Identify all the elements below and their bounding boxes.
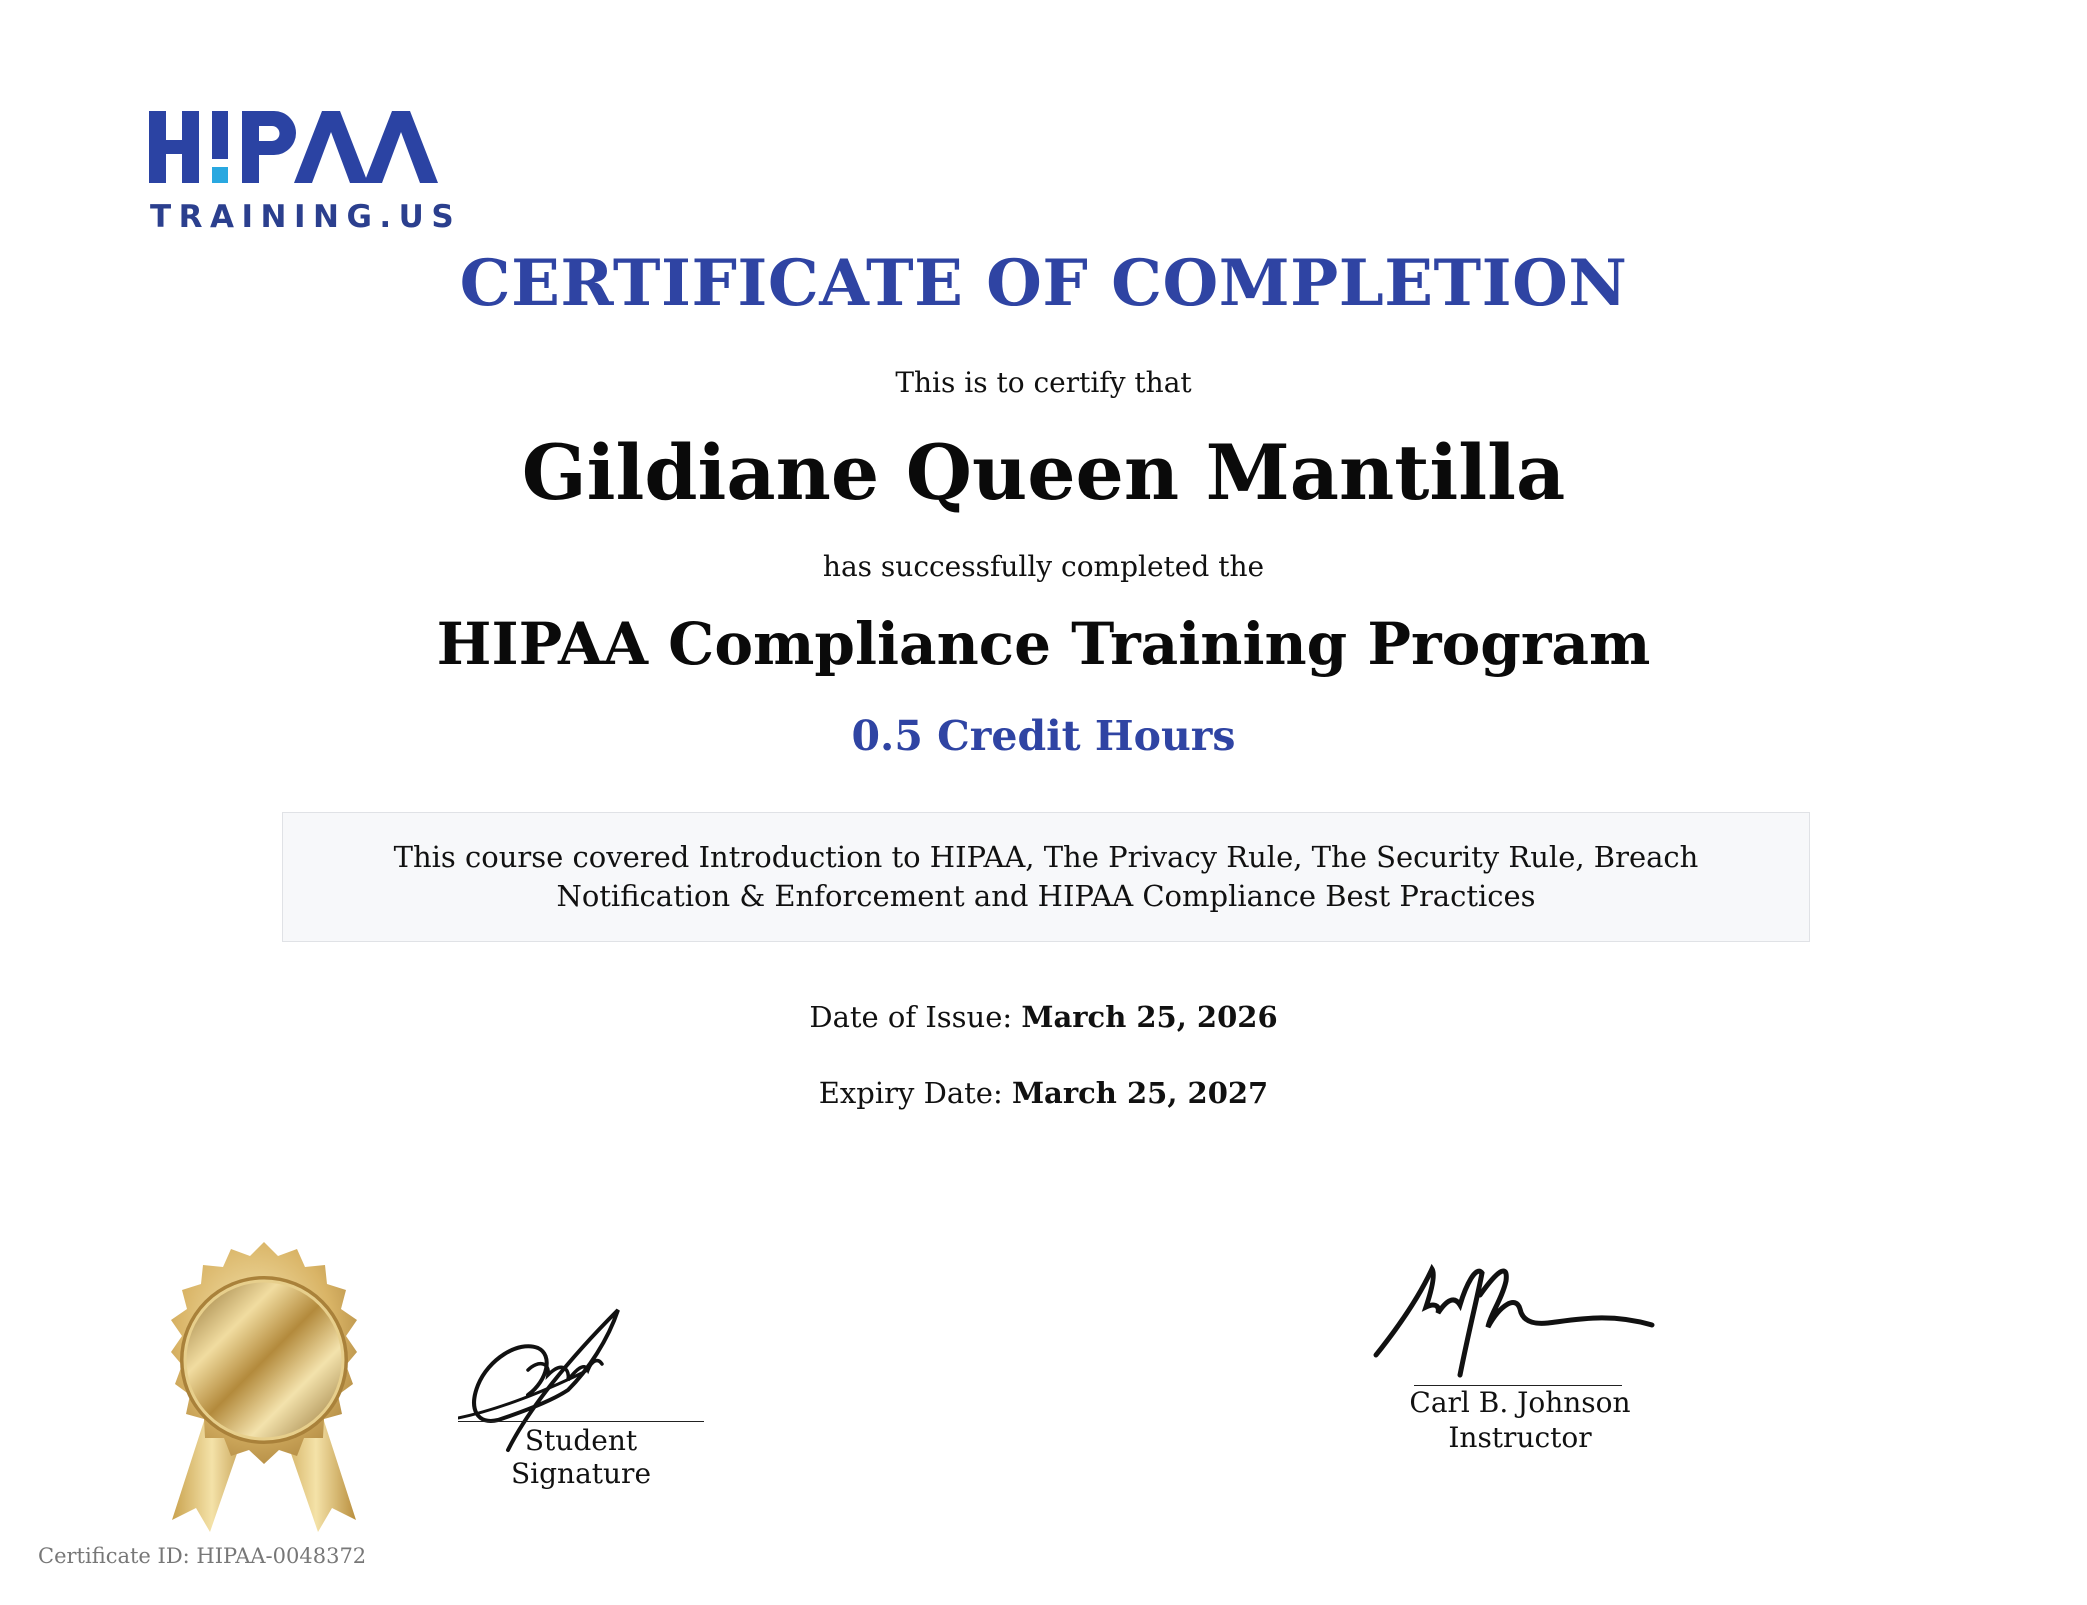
certificate-title: CERTIFICATE OF COMPLETION — [459, 246, 1628, 321]
credit-hours: 0.5 Credit Hours — [851, 712, 1236, 760]
hipaa-training-logo — [146, 103, 476, 233]
expiry-date-value: March 25, 2027 — [1011, 1076, 1269, 1110]
instructor-signature-icon — [1370, 1255, 1670, 1390]
expiry-date-line — [0, 1076, 2087, 1110]
instructor-role: Instructor — [1448, 1421, 1592, 1454]
student-signature-line — [458, 1421, 704, 1422]
issue-date-line — [0, 1000, 2087, 1034]
certify-text: This is to certify that — [895, 366, 1192, 399]
course-summary-text: This course covered Introduction to HIPAA, The Privacy Rule, The Security Rule, Breach Notification & Enforcement and HIPAA Compliance Best Practices — [393, 840, 1699, 913]
issue-date-label: Date of Issue: — [809, 1000, 1013, 1034]
course-summary-box — [282, 812, 1810, 942]
student-signature-caption: Student Signature — [510, 1424, 652, 1490]
recipient-name: Gildiane Queen Mantilla — [521, 428, 1566, 517]
logo-subtext: TRAINING.US — [150, 199, 462, 235]
instructor-name: Carl B. Johnson — [1409, 1386, 1631, 1419]
gold-medal-seal-icon — [144, 1240, 384, 1540]
completed-text: has successfully completed the — [822, 550, 1265, 583]
issue-date-value: March 25, 2026 — [1021, 1000, 1278, 1034]
instructor-signature-block — [1370, 1255, 1670, 1475]
expiry-date-label: Expiry Date: — [818, 1076, 1003, 1110]
student-signature-block — [458, 1300, 706, 1490]
certificate-id: Certificate ID: HIPAA-0048372 — [38, 1544, 367, 1568]
program-name: HIPAA Compliance Training Program — [436, 610, 1651, 678]
